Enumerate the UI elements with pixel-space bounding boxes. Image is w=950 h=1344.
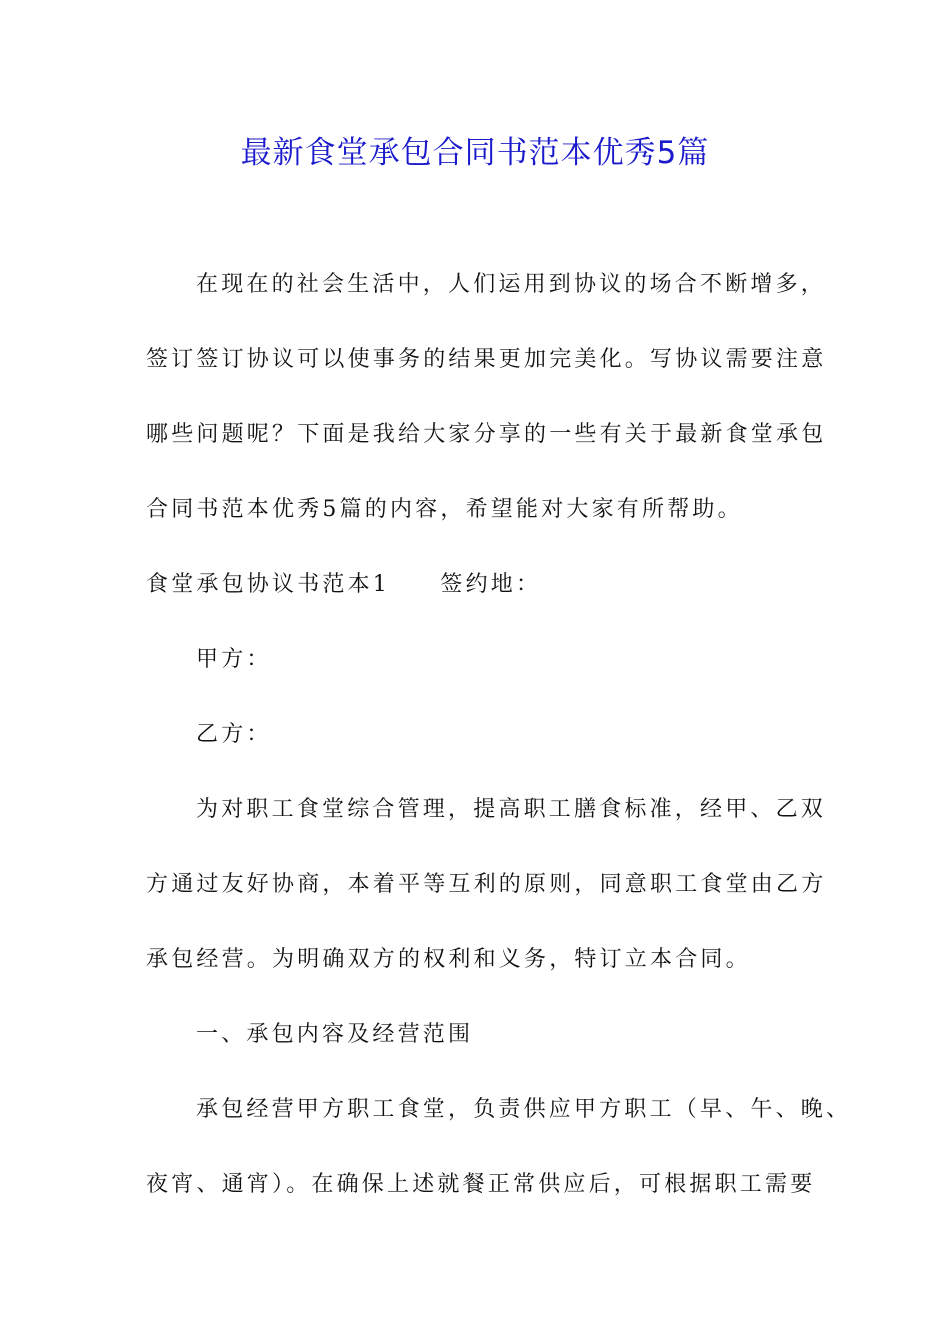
subheading-line: 一、承包内容及经营范围	[196, 1022, 474, 1047]
paragraph-line: 承包经营甲方职工食堂，负责供应甲方职工（早、午、晚、	[196, 1097, 852, 1122]
paragraph-line: 承包经营。为明确双方的权利和义务，特订立本合同。	[146, 947, 751, 972]
party-b-line: 乙方：	[196, 722, 272, 747]
paragraph-line: 哪些问题呢？下面是我给大家分享的一些有关于最新食堂承包	[146, 422, 827, 447]
paragraph-line: 方通过友好协商，本着平等互利的原则，同意职工食堂由乙方	[146, 872, 827, 897]
paragraph-line: 签订签订协议可以使事务的结果更加完美化。写协议需要注意	[146, 347, 827, 372]
document-title: 最新食堂承包合同书范本优秀5篇	[240, 135, 710, 171]
paragraph-line: 在现在的社会生活中，人们运用到协议的场合不断增多，	[196, 272, 827, 297]
party-a-line: 甲方：	[196, 647, 272, 672]
section-heading-line: 食堂承包协议书范本1 签约地：	[146, 572, 542, 597]
paragraph-line: 为对职工食堂综合管理，提高职工膳食标准，经甲、乙双	[196, 797, 827, 822]
paragraph-line: 夜宵、通宵）。在确保上述就餐正常供应后，可根据职工需要	[146, 1172, 816, 1197]
paragraph-line: 合同书范本优秀5篇的内容，希望能对大家有所帮助。	[146, 497, 743, 522]
